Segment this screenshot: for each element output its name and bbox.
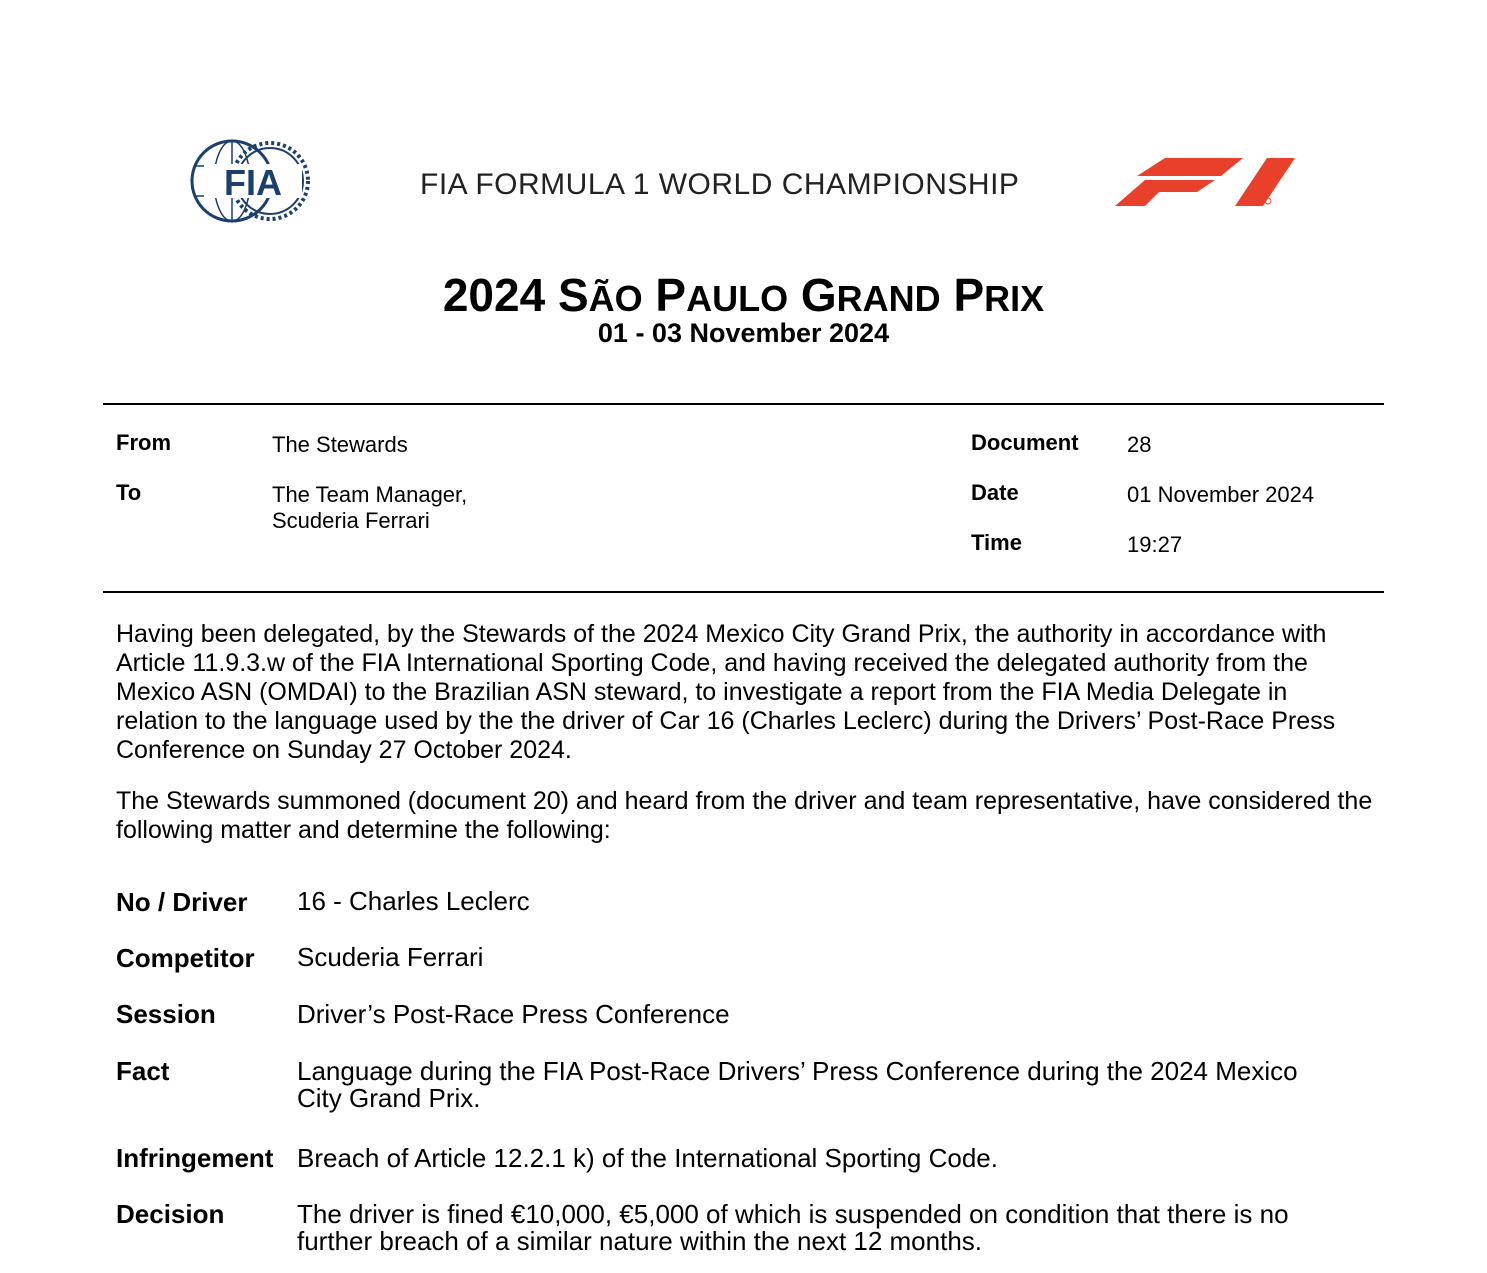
- bottom-divider: [103, 591, 1384, 593]
- title-part: RAND: [836, 278, 941, 319]
- document-value: 28: [1127, 432, 1152, 457]
- driver-value: 16 - Charles Leclerc: [297, 886, 530, 916]
- time-value: 19:27: [1127, 532, 1183, 557]
- title-part: G: [800, 269, 837, 321]
- infringement-value: Breach of Article 12.2.1 k) of the International Sporting Code.: [297, 1143, 998, 1173]
- to-label: To: [116, 480, 142, 505]
- title-part: 2024 S: [442, 269, 589, 321]
- fact-label: Fact: [116, 1056, 170, 1086]
- title-part: AULO: [686, 278, 789, 319]
- to-line: The Team Manager,: [272, 482, 468, 507]
- time-label: Time: [971, 530, 1022, 555]
- title-part: P: [655, 269, 687, 321]
- date-label: Date: [971, 480, 1019, 505]
- session-label: Session: [116, 999, 216, 1029]
- fact-value: Language during the FIA Post-Race Drivers’ Press Conference during the 2024 Mexico City Grand Prix.: [297, 1056, 1298, 1113]
- driver-label: No / Driver: [116, 887, 248, 917]
- to-value: [272, 482, 467, 534]
- title-part: ÃO: [588, 278, 643, 319]
- competitor-value: Scuderia Ferrari: [297, 942, 484, 972]
- fia-logo: [190, 138, 314, 224]
- from-value: The Stewards: [272, 432, 408, 457]
- document-label: Document: [971, 430, 1079, 455]
- decision-value: The driver is fined €10,000, €5,000 of which is suspended on condition that there is no further breach of a similar nature within the next 12 months.: [297, 1199, 1289, 1256]
- to-line: Scuderia Ferrari: [272, 508, 430, 533]
- championship-title: FIA FORMULA 1 WORLD CHAMPIONSHIP: [420, 168, 1020, 201]
- decision-label: Decision: [116, 1199, 225, 1229]
- from-label: From: [116, 430, 171, 455]
- fia-logo-text: FIA: [224, 162, 282, 203]
- event-dates: 01 - 03 November 2024: [597, 318, 890, 348]
- summons-paragraph: The Stewards summoned (document 20) and heard from the driver and team representative, have considered the following matter and determine the following:: [116, 787, 1373, 844]
- title-part: RIX: [984, 278, 1045, 319]
- infringement-label: Infringement: [116, 1143, 274, 1173]
- title-part: P: [953, 269, 985, 321]
- session-value: Driver’s Post-Race Press Conference: [297, 999, 730, 1029]
- top-divider: [103, 403, 1384, 405]
- date-value: 01 November 2024: [1127, 482, 1315, 507]
- competitor-label: Competitor: [116, 943, 255, 973]
- event-title: [0, 268, 1487, 322]
- intro-paragraph: Having been delegated, by the Stewards of the 2024 Mexico City Grand Prix, the authority in accordance with Article 11.9.3.w of the FIA International Sporting Code, and having received the delegated authority from the Mexico ASN (OMDAI) to the Brazilian ASN steward, to investigate a report from the FIA Media Delegate in relation to the language used by the the driver of Car 16 (Charles Leclerc) during the Drivers’ Post-Race Press Conference on Sunday 27 October 2024.: [116, 620, 1336, 764]
- f1-logo: [1115, 158, 1295, 206]
